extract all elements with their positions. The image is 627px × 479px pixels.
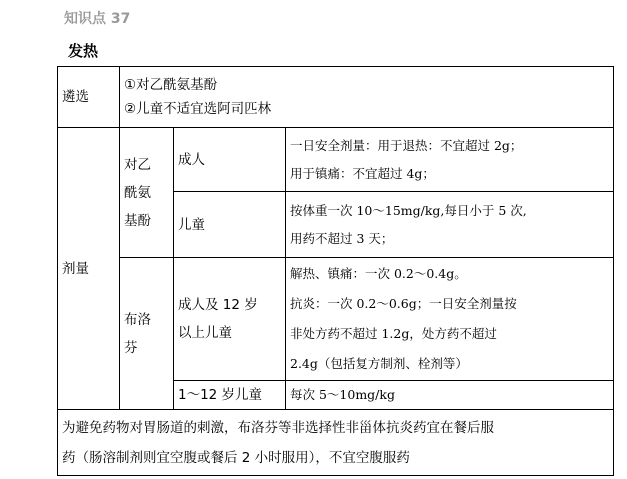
group-adult: 成人 bbox=[174, 128, 286, 192]
drug-name-line: 对乙 bbox=[124, 156, 151, 173]
row-label-dosage: 剂量 bbox=[58, 128, 120, 410]
dose-acetaminophen-adult bbox=[286, 128, 614, 192]
drug-ibuprofen bbox=[120, 258, 174, 410]
dose-line: 按体重一次 10～15mg/kg,每日小于 5 次, bbox=[290, 202, 527, 218]
selection-line: ①对乙酰氨基酚 bbox=[124, 77, 218, 93]
row-label-selection: 遴选 bbox=[58, 67, 120, 128]
drug-name-line: 布洛 bbox=[124, 311, 151, 328]
dose-ibuprofen-child: 每次 5～10mg/kg bbox=[286, 381, 614, 410]
dose-line: 用于镇痛：不宜超过 4g； bbox=[290, 165, 435, 181]
dose-line: 解热、镇痛：一次 0.2～0.4g。 bbox=[290, 266, 467, 281]
dose-line: 一日安全剂量：用于退热：不宜超过 2g； bbox=[290, 137, 523, 153]
drug-acetaminophen bbox=[120, 128, 174, 258]
dose-line: 用药不超过 3 天； bbox=[290, 230, 394, 246]
table-row bbox=[58, 67, 614, 128]
dose-line: 非处方药不超过 1.2g，处方药不超过 bbox=[290, 326, 497, 341]
drug-name-line: 酰氨 bbox=[124, 184, 151, 201]
page-title: 发热 bbox=[68, 42, 99, 60]
note-line: 为避免药物对胃肠道的刺激，布洛芬等非选择性非甾体抗炎药宜在餐后服 bbox=[62, 419, 494, 436]
group-adult-12plus bbox=[174, 258, 286, 381]
group-line: 以上儿童 bbox=[178, 325, 232, 341]
selection-line: ②儿童不适宜选阿司匹林 bbox=[124, 101, 272, 117]
group-child-1-12: 1～12 岁儿童 bbox=[174, 381, 286, 410]
fever-drug-table bbox=[57, 66, 614, 476]
table-row bbox=[58, 258, 614, 381]
table-row bbox=[58, 128, 614, 192]
dose-line: 2.4g（包括复方制剂、栓剂等） bbox=[290, 356, 468, 371]
dose-acetaminophen-child bbox=[286, 192, 614, 258]
group-child: 儿童 bbox=[174, 192, 286, 258]
drug-name-line: 芬 bbox=[124, 339, 138, 356]
drug-name-line: 基酚 bbox=[124, 212, 151, 229]
group-line: 成人及 12 岁 bbox=[178, 297, 258, 313]
selection-cell bbox=[120, 67, 614, 128]
note-cell bbox=[58, 410, 614, 476]
section-label: 知识点 37 bbox=[64, 11, 131, 27]
table-row bbox=[58, 410, 614, 476]
note-line: 药（肠溶制剂则宜空腹或餐后 2 小时服用），不宜空腹服药 bbox=[62, 449, 410, 466]
dose-ibuprofen-adult bbox=[286, 258, 614, 381]
dose-line: 抗炎：一次 0.2～0.6g；一日安全剂量按 bbox=[290, 296, 517, 311]
